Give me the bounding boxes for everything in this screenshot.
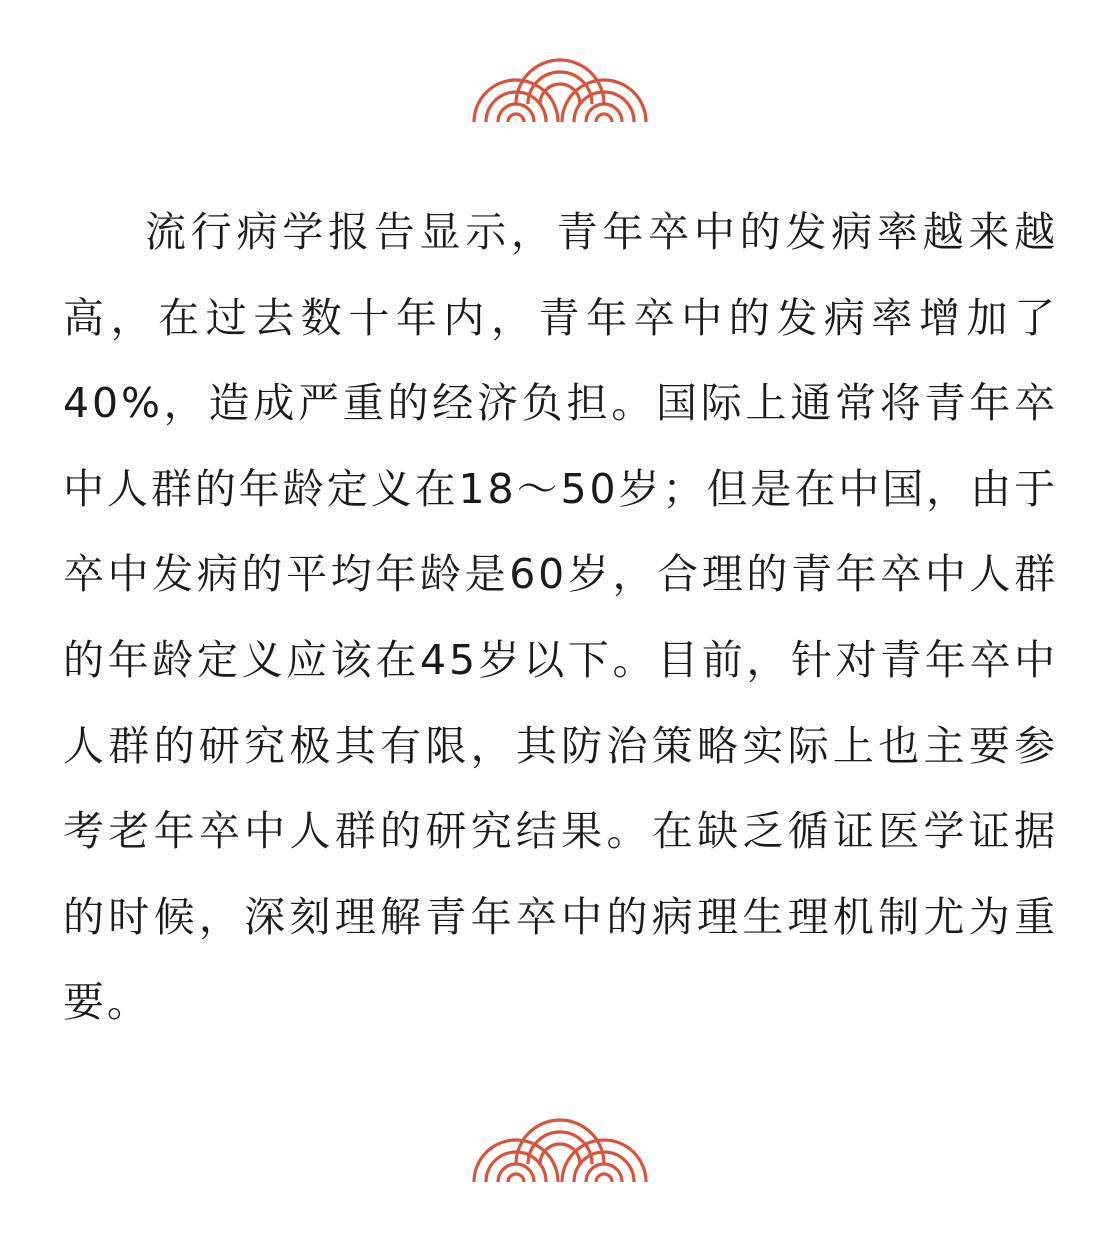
cloud-wave-ornament-icon	[470, 1104, 650, 1184]
article-paragraph: 流行病学报告显示，青年卒中的发病率越来越高，在过去数十年内，青年卒中的发病率增加了40%，造成严重的经济负担。国际上通常将青年卒中人群的年龄定义在18～50岁；但是在中国，由于卒中发病的平均年龄是60岁，合理的青年卒中人群的年龄定义应该在45岁以下。目前，针对青年卒中人群的研究极其有限，其防治策略实际上也主要参考老年卒中人群的研究结果。在缺乏循证医学证据的时候，深刻理解青年卒中的病理生理机制尤为重要。	[63, 208, 1058, 1027]
cloud-wave-ornament-icon	[470, 44, 650, 124]
